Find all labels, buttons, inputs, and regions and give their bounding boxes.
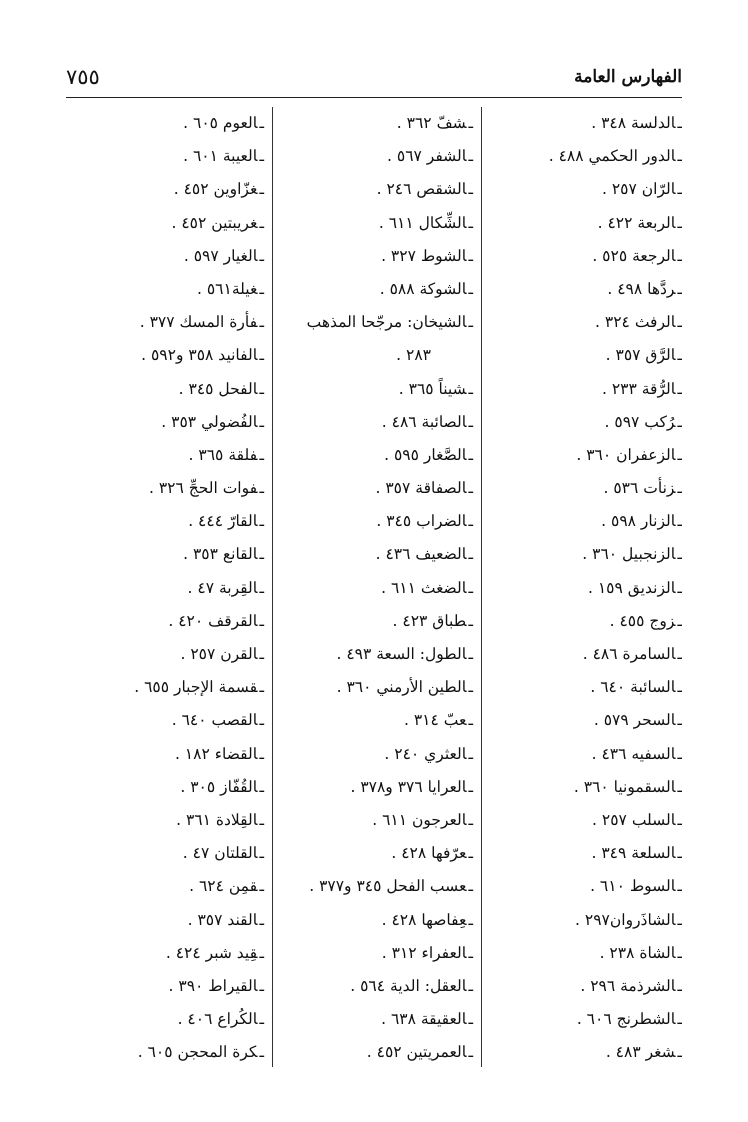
entry-dash: ـ xyxy=(468,910,473,929)
entry-dash: ـ xyxy=(259,1010,264,1029)
entry-text: فأرة المسك ٣٧٧ . xyxy=(139,313,258,332)
index-entry xyxy=(273,439,481,472)
entry-dash: ـ xyxy=(468,114,473,132)
entry-dash: ـ xyxy=(468,645,473,663)
entry-dash: ـ xyxy=(677,147,682,166)
index-entry xyxy=(482,605,682,638)
entry-text: ٢٨٣ . xyxy=(396,346,431,365)
index-entry xyxy=(66,140,272,173)
index-entry xyxy=(273,704,481,737)
entry-text: العمريتين ٤٥٢ . xyxy=(366,1043,467,1062)
entry-text: العقل: الدية ٥٦٤ . xyxy=(350,976,467,995)
entry-dash: ـ xyxy=(677,678,682,697)
index-entry xyxy=(482,771,682,804)
entry-text: القِلادة ٣٦١ . xyxy=(176,810,258,829)
entry-text: الفحل ٣٤٥ . xyxy=(178,379,258,398)
index-entry xyxy=(66,804,272,837)
index-entry xyxy=(482,572,682,605)
index-entry xyxy=(273,572,481,605)
entry-text: غزّاوين ٤٥٢ . xyxy=(173,180,258,199)
entry-dash: ـ xyxy=(468,877,473,896)
entry-text: الشوط ٣٢٧ . xyxy=(381,246,467,265)
index-entry xyxy=(273,870,481,903)
entry-text: السوط ٦١٠ . xyxy=(590,877,676,896)
entry-list xyxy=(66,107,272,1069)
entry-text: الرُّقة ٢٣٣ . xyxy=(601,379,676,398)
entry-dash: ـ xyxy=(677,711,682,730)
entry-dash: ـ xyxy=(259,1043,264,1062)
entry-dash: ـ xyxy=(677,313,682,332)
entry-text: الشقص ٢٤٦ . xyxy=(376,180,467,199)
entry-text: عِفاصها ٤٢٨ . xyxy=(381,910,467,929)
entry-dash: ـ xyxy=(259,445,264,464)
index-entry xyxy=(66,406,272,439)
entry-text: قِيد شبر ٤٢٤ . xyxy=(165,943,258,962)
entry-text: شفّ ٣٦٢ . xyxy=(396,114,467,132)
entry-text: الفُضولي ٣٥٣ . xyxy=(161,412,258,431)
index-entry xyxy=(66,173,272,206)
entry-dash: ـ xyxy=(468,1043,473,1062)
index-entry xyxy=(482,904,682,937)
entry-text: الربعة ٤٢٢ . xyxy=(597,213,676,232)
entry-text: العيبة ٦٠١ . xyxy=(183,147,258,166)
entry-dash: ـ xyxy=(259,877,264,896)
index-entry xyxy=(273,605,481,638)
entry-text: القلتان ٤٧ . xyxy=(182,844,258,863)
entry-dash: ـ xyxy=(677,611,682,630)
entry-dash: ـ xyxy=(677,976,682,995)
entry-dash: ـ xyxy=(468,147,473,166)
entry-text: قمِن ٦٢٤ . xyxy=(189,877,258,896)
entry-text: الطول: السعة ٤٩٣ . xyxy=(336,645,467,663)
entry-text: القِربة ٤٧ . xyxy=(187,578,258,597)
entry-text: غريبتين ٤٥٢ . xyxy=(171,213,258,232)
entry-text: السقمونيا ٣٦٠ . xyxy=(573,777,676,796)
entry-text: الطين الأرمني ٣٦٠ . xyxy=(336,678,467,697)
entry-text: الدور الحكمي ٤٨٨ . xyxy=(548,147,676,166)
index-entry xyxy=(66,1036,272,1069)
index-entry xyxy=(273,339,481,372)
index-column-left xyxy=(66,107,272,1067)
index-entry xyxy=(273,771,481,804)
entry-list xyxy=(273,107,481,1069)
index-entry xyxy=(66,240,272,273)
index-entry xyxy=(66,472,272,505)
entry-text: السائبة ٦٤٠ . xyxy=(590,678,676,697)
entry-text: القرن ٢٥٧ . xyxy=(180,645,258,663)
entry-dash: ـ xyxy=(468,777,473,796)
index-entry xyxy=(482,140,682,173)
index-entry xyxy=(66,505,272,538)
index-entry xyxy=(273,140,481,173)
entry-dash: ـ xyxy=(259,578,264,597)
entry-dash: ـ xyxy=(677,412,682,431)
index-entry xyxy=(482,837,682,870)
index-entry xyxy=(66,273,272,306)
entry-text: الشوكة ٥٨٨ . xyxy=(379,279,467,298)
entry-text: القرقف ٤٢٠ . xyxy=(168,611,258,630)
entry-dash: ـ xyxy=(677,1043,682,1062)
index-entry xyxy=(273,406,481,439)
index-entry xyxy=(66,738,272,771)
index-column-right xyxy=(482,107,682,1067)
entry-dash: ـ xyxy=(677,844,682,863)
index-entry xyxy=(482,472,682,505)
entry-dash: ـ xyxy=(468,678,473,697)
index-entry xyxy=(482,538,682,571)
index-entry xyxy=(482,107,682,140)
entry-text: القانع ٣٥٣ . xyxy=(183,545,258,564)
entry-dash: ـ xyxy=(468,744,473,763)
entry-dash: ـ xyxy=(259,412,264,431)
entry-text: الدلسة ٣٤٨ . xyxy=(591,114,676,132)
index-entry xyxy=(273,472,481,505)
entry-text: قسمة الإجبار ٦٥٥ . xyxy=(134,678,258,697)
entry-text: الزنجبيل ٣٦٠ . xyxy=(582,545,676,564)
index-column-middle xyxy=(272,107,482,1067)
entry-dash: ـ xyxy=(259,545,264,564)
index-entry xyxy=(273,970,481,1003)
entry-dash: ـ xyxy=(259,844,264,863)
entry-text: الرّان ٢٥٧ . xyxy=(601,180,676,199)
entry-text: كرة المحجن ٦٠٥ . xyxy=(137,1043,258,1062)
entry-dash: ـ xyxy=(677,445,682,464)
index-entry xyxy=(66,638,272,671)
entry-text: ردَّها ٤٩٨ . xyxy=(607,279,676,298)
entry-text: الفانيد ٣٥٨ و٥٩٢ . xyxy=(141,346,258,365)
entry-text: الصائبة ٤٨٦ . xyxy=(381,412,467,431)
index-entry xyxy=(482,439,682,472)
index-entry xyxy=(273,373,481,406)
entry-dash: ـ xyxy=(259,279,264,298)
entry-text: العوم ٦٠٥ . xyxy=(183,114,258,132)
entry-text: الشِّكال ٦١١ . xyxy=(378,213,467,232)
index-entry xyxy=(273,173,481,206)
entry-dash: ـ xyxy=(259,246,264,265)
header-rule xyxy=(66,97,682,98)
index-entry xyxy=(482,671,682,704)
entry-text: الشرذمة ٢٩٦ . xyxy=(580,976,676,995)
entry-dash: ـ xyxy=(259,379,264,398)
entry-text: الزنار ٥٩٨ . xyxy=(601,512,676,531)
index-entry xyxy=(66,704,272,737)
index-entry xyxy=(66,1003,272,1036)
entry-text: الرَّق ٣٥٧ . xyxy=(605,346,676,365)
index-entry xyxy=(66,837,272,870)
entry-dash: ـ xyxy=(468,578,473,597)
entry-dash: ـ xyxy=(677,479,682,498)
index-entry xyxy=(66,605,272,638)
entry-text: العثري ٢٤٠ . xyxy=(384,744,467,763)
entry-text: السفيه ٤٣٦ . xyxy=(591,744,676,763)
entry-dash: ـ xyxy=(677,379,682,398)
entry-text: القند ٣٥٧ . xyxy=(187,910,258,929)
entry-dash: ـ xyxy=(677,346,682,365)
entry-dash: ـ xyxy=(259,180,264,199)
index-entry xyxy=(66,937,272,970)
entry-text: الرجعة ٥٢٥ . xyxy=(592,246,676,265)
entry-dash: ـ xyxy=(468,313,473,332)
page-header xyxy=(66,62,682,92)
entry-dash: ـ xyxy=(468,445,473,464)
index-entry xyxy=(482,505,682,538)
index-entry xyxy=(273,107,481,140)
index-entry xyxy=(66,904,272,937)
index-entry xyxy=(66,306,272,339)
index-entry xyxy=(273,804,481,837)
entry-text: الشطرنج ٦٠٦ . xyxy=(576,1010,676,1029)
index-columns xyxy=(66,107,682,1067)
index-entry xyxy=(66,771,272,804)
entry-dash: ـ xyxy=(468,479,473,498)
entry-text: عبّ ٣١٤ . xyxy=(403,711,467,730)
entry-text: الشاة ٢٣٨ . xyxy=(599,943,676,962)
index-entry xyxy=(66,339,272,372)
entry-text: العرجون ٦١١ . xyxy=(372,810,467,829)
entry-text: الشفر ٥٦٧ . xyxy=(387,147,467,166)
entry-text: السامرة ٤٨٦ . xyxy=(582,645,676,663)
entry-dash: ـ xyxy=(259,910,264,929)
index-entry xyxy=(66,671,272,704)
entry-text: العقيقة ٦٣٨ . xyxy=(381,1010,467,1029)
entry-dash: ـ xyxy=(677,246,682,265)
index-entry xyxy=(482,1036,682,1069)
entry-dash: ـ xyxy=(677,545,682,564)
entry-text: السلعة ٣٤٩ . xyxy=(591,844,676,863)
index-entry xyxy=(482,970,682,1003)
entry-dash: ـ xyxy=(259,213,264,232)
entry-dash: ـ xyxy=(259,313,264,332)
entry-text: فلقة ٣٦٥ . xyxy=(188,445,258,464)
index-entry xyxy=(482,870,682,903)
entry-text: شغر ٤٨٣ . xyxy=(605,1043,676,1062)
entry-dash: ـ xyxy=(468,379,473,398)
index-entry xyxy=(66,107,272,140)
entry-text: الصفاقة ٣٥٧ . xyxy=(375,479,467,498)
entry-text: عسب الفحل ٣٤٥ و٣٧٧ . xyxy=(309,877,467,896)
index-entry xyxy=(273,638,481,671)
index-entry xyxy=(482,638,682,671)
entry-dash: ـ xyxy=(468,246,473,265)
entry-text: العفراء ٣١٢ . xyxy=(381,943,467,962)
index-entry xyxy=(273,937,481,970)
entry-dash: ـ xyxy=(259,976,264,995)
index-entry xyxy=(482,339,682,372)
entry-text: فوات الحجِّ ٣٢٦ . xyxy=(148,479,258,498)
index-entry xyxy=(66,572,272,605)
entry-dash: ـ xyxy=(677,810,682,829)
entry-dash: ـ xyxy=(259,777,264,796)
entry-text: زنأت ٥٣٦ . xyxy=(603,479,676,498)
entry-dash: ـ xyxy=(677,114,682,132)
index-entry xyxy=(482,406,682,439)
entry-text: العرايا ٣٧٦ و٣٧٨ . xyxy=(350,777,467,796)
index-entry xyxy=(273,1036,481,1069)
entry-dash: ـ xyxy=(677,943,682,962)
entry-dash: ـ xyxy=(259,744,264,763)
index-entry xyxy=(273,671,481,704)
entry-dash: ـ xyxy=(259,512,264,531)
entry-text: الضعيف ٤٣٦ . xyxy=(375,545,467,564)
entry-dash: ـ xyxy=(259,611,264,630)
index-entry xyxy=(482,937,682,970)
index-entry xyxy=(273,904,481,937)
entry-dash: ـ xyxy=(259,479,264,498)
entry-text: الضغث ٦١١ . xyxy=(381,578,467,597)
entry-text: القارّ ٤٤٤ . xyxy=(188,512,258,531)
entry-dash: ـ xyxy=(468,512,473,531)
index-entry xyxy=(482,273,682,306)
index-entry xyxy=(482,240,682,273)
entry-dash: ـ xyxy=(259,114,264,132)
entry-text: الكُراع ٤٠٦ . xyxy=(177,1010,258,1029)
entry-text: الصَّغار ٥٩٥ . xyxy=(384,445,467,464)
index-entry xyxy=(273,306,481,339)
entry-dash: ـ xyxy=(468,711,473,730)
entry-text: القُفّاز ٣٠٥ . xyxy=(180,777,258,796)
entry-dash: ـ xyxy=(677,877,682,896)
entry-dash: ـ xyxy=(468,810,473,829)
entry-text: الغيار ٥٩٧ . xyxy=(183,246,258,265)
entry-dash: ـ xyxy=(468,976,473,995)
entry-dash: ـ xyxy=(259,810,264,829)
entry-text: الزعفران ٣٦٠ . xyxy=(576,445,676,464)
index-entry xyxy=(482,306,682,339)
index-entry xyxy=(482,804,682,837)
entry-dash: ـ xyxy=(677,910,682,929)
entry-dash: ـ xyxy=(468,545,473,564)
index-entry xyxy=(273,207,481,240)
entry-text: القيراط ٣٩٠ . xyxy=(168,976,258,995)
index-entry xyxy=(66,970,272,1003)
entry-dash: ـ xyxy=(468,279,473,298)
entry-text: القضاء ١٨٢ . xyxy=(174,744,258,763)
entry-text: شيناً ٣٦٥ . xyxy=(398,379,467,398)
entry-dash: ـ xyxy=(677,645,682,663)
index-entry xyxy=(482,738,682,771)
index-entry xyxy=(273,273,481,306)
entry-text: الرفث ٣٢٤ . xyxy=(595,313,676,332)
entry-text: السلب ٢٥٧ . xyxy=(592,810,676,829)
index-entry xyxy=(482,373,682,406)
entry-dash: ـ xyxy=(677,777,682,796)
entry-dash: ـ xyxy=(677,213,682,232)
entry-dash: ـ xyxy=(468,943,473,962)
entry-text: عرّفها ٤٢٨ . xyxy=(391,844,467,863)
entry-dash: ـ xyxy=(468,213,473,232)
index-entry xyxy=(273,538,481,571)
entry-text: طباق ٤٢٣ . xyxy=(392,611,467,630)
entry-dash: ـ xyxy=(468,180,473,199)
index-entry xyxy=(482,704,682,737)
entry-text: غيلة٥٦١ . xyxy=(197,279,258,298)
index-entry xyxy=(273,837,481,870)
entry-dash: ـ xyxy=(677,1010,682,1029)
entry-text: السحر ٥٧٩ . xyxy=(593,711,676,730)
index-entry xyxy=(66,870,272,903)
entry-dash: ـ xyxy=(259,645,264,663)
entry-text: الزنديق ١٥٩ . xyxy=(587,578,676,597)
index-entry xyxy=(273,505,481,538)
entry-dash: ـ xyxy=(259,711,264,730)
index-entry xyxy=(273,738,481,771)
entry-dash: ـ xyxy=(677,279,682,298)
entry-text: الضراب ٣٤٥ . xyxy=(376,512,467,531)
entry-dash: ـ xyxy=(259,147,264,166)
page-number: ٧٥٥ xyxy=(66,65,100,89)
index-entry xyxy=(273,240,481,273)
entry-dash: ـ xyxy=(468,1010,473,1029)
entry-text: زوج ٤٥٥ . xyxy=(609,611,676,630)
entry-dash: ـ xyxy=(677,512,682,531)
index-entry xyxy=(482,173,682,206)
index-entry xyxy=(66,373,272,406)
index-entry xyxy=(482,1003,682,1036)
entry-list xyxy=(482,107,682,1069)
entry-dash: ـ xyxy=(468,611,473,630)
entry-dash: ـ xyxy=(259,678,264,697)
entry-text: الشاذَروان٢٩٧ . xyxy=(575,910,676,929)
entry-text: الشيخان: مرجّحا المذهب xyxy=(306,313,467,332)
index-entry xyxy=(273,1003,481,1036)
index-entry xyxy=(66,207,272,240)
entry-dash: ـ xyxy=(259,346,264,365)
entry-dash: ـ xyxy=(468,844,473,863)
entry-text: القصب ٦٤٠ . xyxy=(171,711,258,730)
entry-dash: ـ xyxy=(677,180,682,199)
running-title: الفهارس العامة xyxy=(574,67,682,87)
index-entry xyxy=(66,538,272,571)
entry-text: رُكب ٥٩٧ . xyxy=(604,412,676,431)
entry-dash: ـ xyxy=(677,578,682,597)
entry-dash: ـ xyxy=(468,412,473,431)
index-entry xyxy=(66,439,272,472)
entry-dash: ـ xyxy=(259,943,264,962)
index-entry xyxy=(482,207,682,240)
entry-dash: ـ xyxy=(677,744,682,763)
